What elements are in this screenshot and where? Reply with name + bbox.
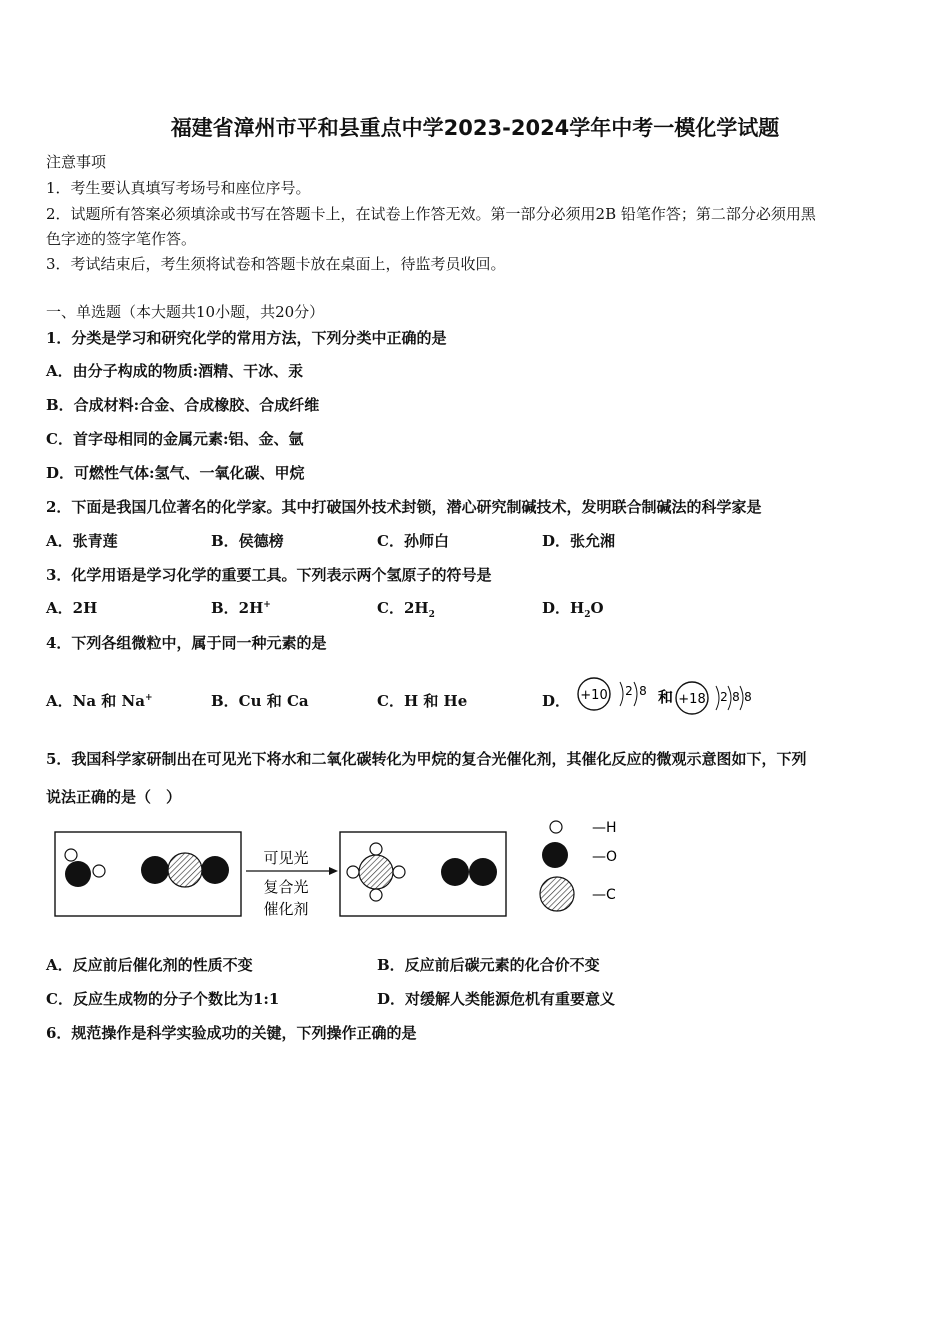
methane-molecule	[347, 843, 405, 901]
question-5-option-c: C．反应生成物的分子个数比为1:1	[46, 990, 280, 1008]
question-1-option-c: C．首字母相同的金属元素:铝、金、氩	[46, 430, 304, 448]
atom-2-nucleus: +18	[678, 692, 706, 707]
notice-heading: 注意事项	[46, 153, 107, 171]
reaction-diagram	[50, 812, 630, 924]
question-3-option-d: D．$H_2O$	[542, 599, 604, 620]
question-3-stem: 3．化学用语是学习化学的重要工具。下列表示两个氢原子的符号是	[46, 566, 492, 584]
atom-1-shell-2: 8	[639, 684, 647, 698]
question-2-option-b: B．侯德榜	[211, 532, 284, 550]
arrow-condition-light: 可见光	[263, 849, 309, 867]
legend-carbon-label: —C	[592, 887, 616, 903]
reaction-arrow	[246, 849, 338, 918]
atom-structure-2	[676, 682, 752, 714]
atom-structure-1	[578, 678, 647, 710]
legend-oxygen-label: —O	[592, 849, 618, 865]
notice-item: 3．考试结束后，考生须将试卷和答题卡放在桌面上，待监考员收回。	[46, 255, 506, 273]
atom-1-nucleus: +10	[580, 688, 608, 703]
legend-hydrogen-symbol	[550, 821, 562, 833]
question-4-option-d-label: D．	[542, 692, 571, 710]
question-2-option-c: C．孙师白	[377, 532, 449, 550]
question-3-option-c: C．$2H_2$	[377, 599, 435, 620]
water-molecule	[65, 849, 105, 887]
atom-structure-diagrams	[570, 670, 760, 720]
question-5-stem-line-1: 5．我国科学家研制出在可见光下将水和二氧化碳转化为甲烷的复合光催化剂，其催化反应的微观示意图如下，下列	[46, 750, 807, 768]
page-title: 福建省漳州市平和县重点中学2023-2024学年中考一模化学试题	[170, 116, 780, 140]
question-1-option-b: B．合成材料:合金、合成橡胶、合成纤维	[46, 396, 320, 414]
question-4-stem: 4．下列各组微粒中，属于同一种元素的是	[46, 634, 327, 652]
question-1-option-d: D．可燃性气体:氢气、一氧化碳、甲烷	[46, 464, 305, 482]
legend-hydrogen-label: —H	[592, 820, 617, 836]
question-2-option-a: A．张青莲	[46, 532, 118, 550]
notice-item: 色字迹的签字笔作答。	[46, 230, 197, 248]
question-6-stem: 6．规范操作是科学实验成功的关键，下列操作正确的是	[46, 1024, 417, 1042]
legend-carbon-symbol	[540, 877, 574, 911]
question-5-option-a: A．反应前后催化剂的性质不变	[46, 956, 253, 974]
section-heading: 一、单选题（本大题共10小题，共20分）	[46, 303, 325, 321]
question-1-option-a: A．由分子构成的物质:酒精、干冰、汞	[46, 362, 304, 380]
notice-item: 1．考生要认真填写考场号和座位序号。	[46, 179, 311, 197]
question-4-option-c: C．H 和 He	[377, 692, 468, 710]
products-box	[340, 832, 506, 916]
question-4-option-b: B．Cu 和 Ca	[211, 692, 309, 710]
oxygen-molecule	[441, 858, 497, 886]
question-3-option-b: B．2H+	[211, 599, 271, 617]
atom-2-shell-3: 8	[744, 690, 752, 704]
arrow-condition-catalyst-2: 催化剂	[263, 900, 309, 918]
atom-1-shell-1: 2	[625, 684, 633, 698]
reactants-box	[55, 832, 241, 916]
legend	[540, 820, 617, 911]
atom-2-shell-1: 2	[720, 690, 728, 704]
question-2-option-d: D．张允湘	[542, 532, 616, 550]
arrow-condition-catalyst-1: 复合光	[263, 878, 309, 896]
question-5-stem-line-2: 说法正确的是（ ）	[46, 788, 182, 806]
and-text: 和	[658, 688, 674, 706]
question-1-stem: 1．分类是学习和研究化学的常用方法，下列分类中正确的是	[46, 329, 447, 347]
question-5-option-b: B．反应前后碳元素的化合价不变	[377, 956, 600, 974]
question-2-stem: 2．下面是我国几位著名的化学家。其中打破国外技术封锁，潜心研究制碱技术，发明联合制碱法的科学家是	[46, 498, 762, 516]
carbon-dioxide-molecule	[141, 853, 229, 887]
question-5-option-d: D．对缓解人类能源危机有重要意义	[377, 990, 616, 1008]
question-3-option-a: A．2H	[46, 599, 98, 617]
question-4-option-a: A．Na 和 Na+	[46, 692, 153, 710]
notice-item: 2．试题所有答案必须填涂或书写在答题卡上，在试卷上作答无效。第一部分必须用2B 铅笔作答；第二部分必须用黑	[46, 205, 816, 223]
legend-oxygen-symbol	[542, 842, 568, 868]
atom-2-shell-2: 8	[732, 690, 740, 704]
